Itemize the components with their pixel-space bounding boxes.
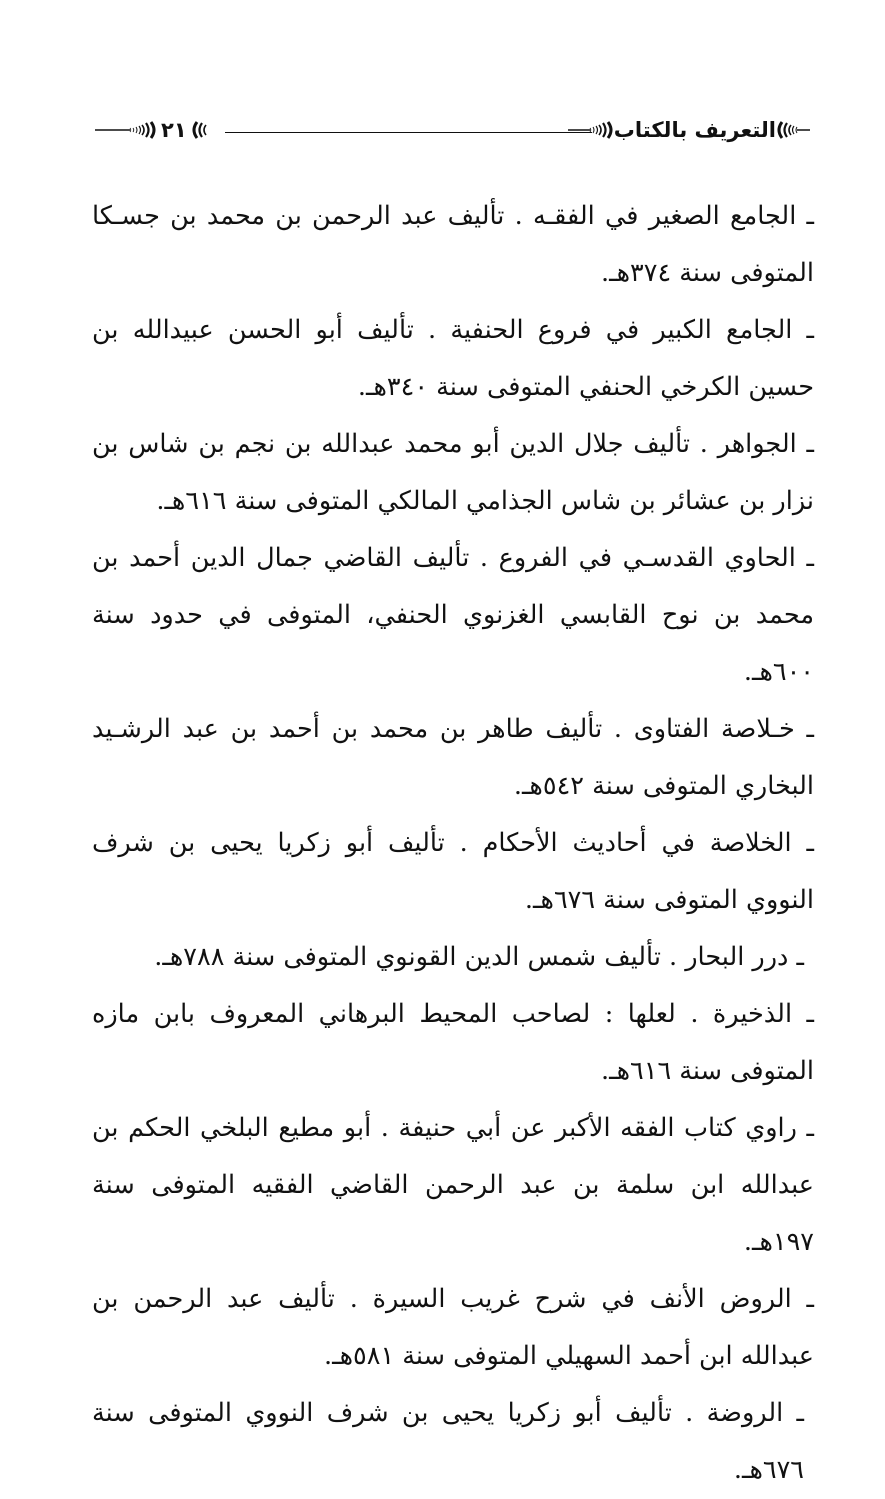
ornament-number-right-icon bbox=[191, 119, 223, 141]
page-number-group bbox=[95, 112, 223, 148]
entry-al-khulasa: ـ الخلاصة في أحاديث الأحكام . تأليف أبو زكريا يحيى بن شرف النووي المتوفى سنة ٦٧٦هـ. bbox=[92, 828, 814, 915]
entry-khulasat-al-fatawa: ـ خـلاصة الفتاوى . تأليف طاهر بن محمد بن أحمد بن عبد الرشـيد البخاري المتوفى سنة ٥٤٢هـ. bbox=[92, 714, 814, 801]
ornament-right-icon bbox=[776, 119, 810, 141]
entry-al-jami-al-kabir: ـ الجامع الكبير في فروع الحنفية . تأليف أبو الحسن عبيدالله بن حسين الكرخي الحنفي المتوفى سنة ٣٤٠هـ. bbox=[92, 315, 814, 402]
entry-al-jami-al-saghir: ـ الجامع الصغير في الفقـه . تأليف عبد الرحمن بن محمد بن جسـكا المتوفى سنة ٣٧٤هـ. bbox=[92, 201, 814, 288]
header-title-group bbox=[568, 112, 810, 148]
ornament-left-icon bbox=[568, 119, 614, 141]
header-rule bbox=[225, 132, 592, 133]
page-number: ٢١ bbox=[161, 118, 187, 142]
entry-durar-al-bihar: ـ درر البحار . تأليف شمس الدين القونوي المتوفى سنة ٧٨٨هـ. bbox=[154, 942, 804, 972]
header-title: التعريف بالكتاب bbox=[613, 118, 776, 142]
entry-al-rawda: ـ الروضة . تأليف أبو زكريا يحيى بن شرف النووي المتوفى سنة ٦٧٦هـ. bbox=[92, 1398, 804, 1485]
entry-rawi-al-fiqh-al-akbar: ـ راوي كتاب الفقه الأكبر عن أبي حنيفة . أبو مطيع البلخي الحكم بن عبدالله ابن سلمة بن عبد الرحمن القاضي الفقيه المتوفى سنة ١٩٧هـ. bbox=[92, 1113, 814, 1257]
entry-al-hawi-al-qudsi: ـ الحاوي القدسـي في الفروع . تأليف القاضي جمال الدين أحمد بن محمد بن نوح القابسي الغزنوي الحنفي، المتوفى في حدود سنة ٦٠٠هـ. bbox=[92, 543, 814, 687]
running-header bbox=[95, 112, 810, 148]
entry-al-jawahir: ـ الجواهر . تأليف جلال الدين أبو محمد عبدالله بن نجم بن شاس بن نزار بن عشائر بن شاس الجذامي المالكي المتوفى سنة ٦١٦هـ. bbox=[92, 429, 814, 516]
entry-al-dhakhira: ـ الذخيرة . لعلها : لصاحب المحيط البرهاني المعروف بابن مازه المتوفى سنة ٦١٦هـ. bbox=[92, 999, 814, 1086]
entry-al-rawd-al-unuf: ـ الروض الأنف في شرح غريب السيرة . تأليف عبد الرحمن بن عبدالله ابن أحمد السهيلي المتوفى سنة ٥٨١هـ. bbox=[92, 1284, 814, 1371]
entries-list bbox=[92, 188, 814, 1499]
ornament-number-left-icon bbox=[95, 119, 157, 141]
